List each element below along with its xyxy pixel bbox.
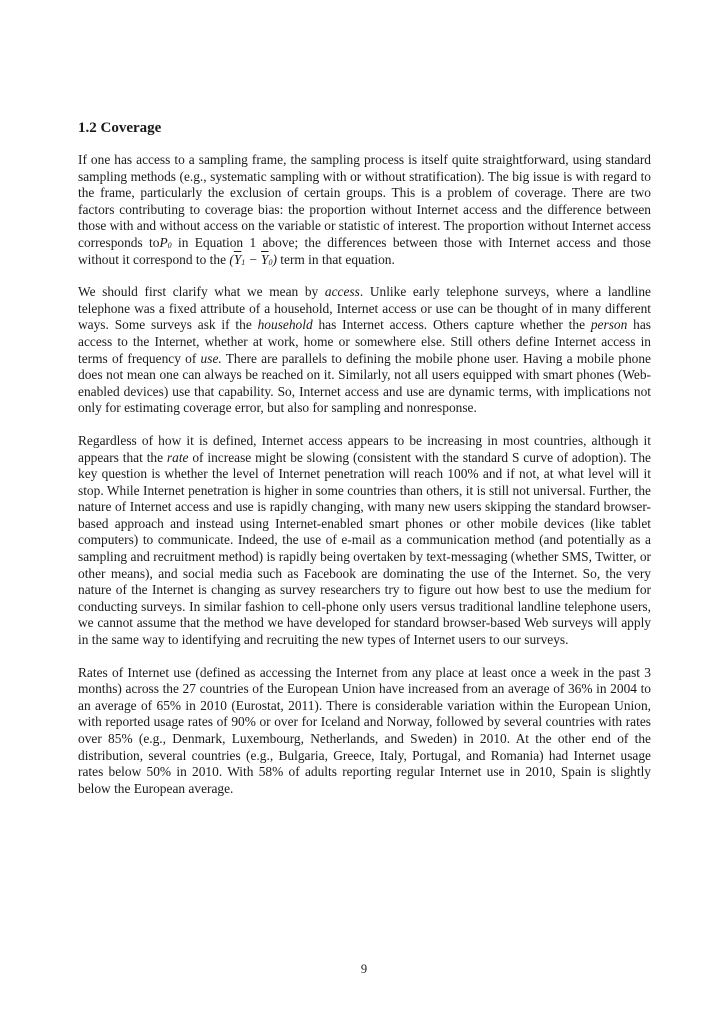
math-subscript: 1 — [241, 257, 246, 267]
emphasis: access — [324, 284, 360, 300]
math-symbol: $\overline{Y}$ — [233, 251, 242, 267]
page-body — [78, 118, 651, 813]
paragraph-internet-trends — [78, 433, 651, 649]
text-run: term in that equation. — [276, 251, 395, 267]
text-run: If one has access to a sampling frame, the sampling process is itself quite straightforward, using standard sampling methods (e.g., systematic sampling with or without stratification). The big issue is with regard to the frame, particularly the exclusion of certain groups. This is a problem of coverage. There are two factors contributing to coverage bias: the proportion without Internet access and the difference between those with and without access on the variable or statistic of interest. The proportion without Internet access corresponds to — [78, 152, 651, 250]
page-number: 9 — [360, 962, 368, 976]
math-operator: − — [245, 251, 262, 267]
paragraph-access-definition — [78, 284, 651, 417]
text-run: has access to the Internet, whether at work, home or somewhere else. Still others define Internet access in terms of frequency of — [78, 317, 651, 366]
emphasis: household — [257, 317, 313, 333]
math-paren: ) — [272, 251, 277, 267]
math-paren: ( — [229, 251, 234, 267]
text-run: has Internet access. Others capture whether the — [312, 317, 591, 333]
paragraph-eu-rates: Rates of Internet use (defined as accessing the Internet from any place at least once a week in the past 3 months) across the 27 countries of the European Union have increased from an average of 36% in 2004 to an average of 65% in 2010 (Eurostat, 2011). There is considerable variation within the European Union, with reported usage rates of 90% or over for Iceland and Norway, followed by several countries with rates over 85% (e.g., Denmark, Luxembourg, Netherlands, and Sweden) in 2010. At the other end of the distribution, several countries (e.g., Bulgaria, Greece, Italy, Portugal, and Romania) had Internet usage rates below 50% in 2010. With 58% of adults reporting regular Internet use in 2010, Spain is slightly below the European average. — [78, 664, 651, 796]
math-subscript: 0 — [268, 257, 273, 267]
math-p0 — [159, 235, 171, 250]
text-run: We should first clarify what we mean by — [78, 284, 325, 300]
emphasis: person — [590, 317, 628, 333]
text-run: Regardless of how it is defined, Internet access appears to be increasing in most countries, although it appears that the — [78, 432, 651, 465]
text-run: . Unlike early telephone surveys, where a landline telephone was a fixed attribute of a household, Internet access or use can be thought of in many different ways. Some surveys ask if the — [78, 284, 652, 333]
math-y1-minus-y0 — [229, 252, 277, 267]
math-symbol: P — [159, 234, 168, 250]
section-heading: 1.2 Coverage — [78, 120, 162, 136]
text-run: of increase might be slowing (consistent with the standard S curve of adoption). The key question is whether the level of Internet penetration will reach 100% and if not, at what level will it stop. While Internet penetration is higher in some countries than others, it is still not universal. Further, the nature of Internet access and use is rapidly changing, with many new users skipping the standard browser-based approach and instead using Internet-enabled smart phones or other mobile devices (like tablet computers) to communicate. Indeed, the use of e-mail as a communication method (and potentially as a sampling and recruitment method) is rapidly being overtaken by text-messaging (whether SMS, Twitter, or other means), and social media such as Facebook are dominating the use of the Internet. So, the very nature of the Internet is changing as survey researchers try to figure out how best to use the medium for conducting surveys. In similar fashion to cell-phone only users versus traditional landline telephone users, we cannot assume that the method we have developed for standard browser-based Web surveys will apply in the same way to identifying and recruiting the new types of Internet users to our surveys. — [78, 449, 651, 648]
text-run: in Equation 1 above; the differences between those with Internet access and those without it correspond to the — [78, 234, 652, 267]
math-symbol: $\overline{Y}$ — [261, 251, 269, 267]
emphasis: use. — [200, 350, 222, 366]
text-run: There are parallels to defining the mobile phone user. Having a mobile phone does not mean one can always be reached on it. Similarly, not all users equipped with smart phones (Web-enabled devices) use that capability. So, Internet access and use are dynamic terms, with implications not only for estimating coverage error, but also for sampling and nonresponse. — [78, 350, 651, 416]
math-subscript: 0 — [167, 240, 172, 250]
paragraph-coverage-intro — [78, 152, 651, 268]
emphasis: rate — [166, 449, 189, 465]
